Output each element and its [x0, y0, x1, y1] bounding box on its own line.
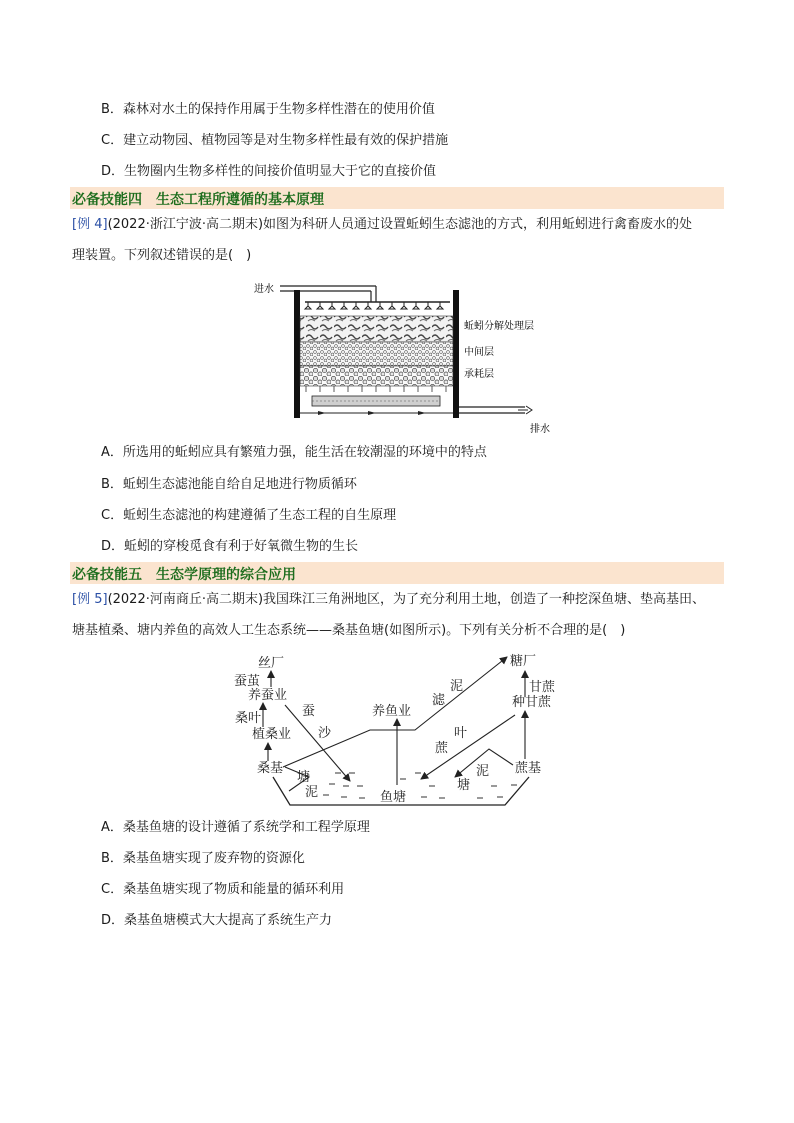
option-a: A．所选用的蚯蚓应具有繁殖力强，能生活在较潮湿的环境中的特点 [101, 445, 487, 460]
label-pond-mud-left: 塘 [297, 770, 311, 785]
section-title: 必备技能四 生态工程所遵循的基本原理 [72, 192, 324, 208]
example-4-stem-line1 [72, 216, 692, 234]
option-a: A．桑基鱼塘的设计遵循了系统学和工程学原理 [101, 820, 370, 835]
section-header-4 [70, 187, 724, 209]
example-text: (2022·河南商丘·高二期末)我国珠江三角洲地区，为了充分利用土地，创造了一种挖深鱼塘、垫高基田、 [107, 592, 706, 607]
label-cocoon: 蚕茧 [234, 674, 261, 689]
label-cane-leaf: 叶 [454, 726, 468, 741]
example-5-stem-line2: 塘基植桑、塘内养鱼的高效人工生态系统——桑基鱼塘(如图所示)。下列有关分析不合理的是( ) [72, 623, 626, 638]
label-outlet: 排水 [530, 424, 550, 435]
label-pond-mud-right: 塘 [457, 778, 471, 793]
option-c: C．建立动物园、植物园等是对生物多样性最有效的保护措施 [101, 133, 449, 148]
label-silk-factory: 丝厂 [258, 656, 285, 671]
label-middle-layer: 中间层 [464, 347, 494, 358]
option-d: D．蚯蚓的穿梭觅食有利于好氧微生物的生长 [101, 539, 359, 554]
earthworm-filter-figure [250, 272, 560, 440]
label-filter: 滤 [432, 693, 446, 708]
option-c: C．桑基鱼塘实现了物质和能量的循环利用 [101, 882, 345, 897]
label-fish-farming: 养鱼业 [372, 704, 412, 719]
option-d: D．生物圈内生物多样性的间接价值明显大于它的直接价值 [101, 164, 437, 179]
label-sugarcane: 甘蔗 [529, 680, 556, 695]
option-c: C．蚯蚓生态滤池的构建遵循了生态工程的自生原理 [101, 508, 397, 523]
option-d: D．桑基鱼塘模式大大提高了系统生产力 [101, 913, 333, 928]
example-tag: [例 5] [72, 592, 108, 607]
section-title: 必备技能五 生态学原理的综合应用 [72, 567, 296, 583]
option-b: B．蚯蚓生态滤池能自给自足地进行物质循环 [101, 477, 357, 492]
mulberry-fishpond-figure [225, 645, 565, 815]
label-mulberry-leaf: 桑叶 [235, 711, 262, 726]
label-silkworm-farming: 养蚕业 [248, 688, 288, 703]
option-b: B．桑基鱼塘实现了废弃物的资源化 [101, 851, 305, 866]
label-earthworm-layer: 蚯蚓分解处理层 [464, 321, 534, 332]
label-mud-right: 泥 [476, 764, 490, 779]
example-text: (2022·浙江宁波·高二期末)如图为科研人员通过设置蚯蚓生态滤池的方式，利用蚯蚓进行禽畜废水的处 [107, 217, 693, 232]
label-mud-left: 泥 [305, 785, 319, 800]
label-inlet: 进水 [254, 284, 274, 295]
label-fish-pond: 鱼塘 [380, 790, 407, 805]
example-4-stem-line2: 理装置。下列叙述错误的是( ) [72, 248, 252, 263]
label-mulberry-bank: 桑基 [257, 761, 284, 776]
example-5-stem-line1 [72, 591, 705, 609]
label-mud: 泥 [450, 679, 464, 694]
label-mulberry-planting: 植桑业 [252, 727, 292, 742]
label-cane-planting: 种甘蔗 [512, 695, 552, 710]
example-tag: [例 4] [72, 217, 108, 232]
label-bearing-layer: 承耗层 [464, 369, 494, 380]
label-sugar-factory: 糖厂 [510, 654, 537, 669]
label-cane-bank: 蔗基 [515, 761, 542, 776]
option-b: B．森林对水土的保持作用属于生物多样性潜在的使用价值 [101, 102, 435, 117]
label-silkworm: 蚕 [302, 704, 316, 719]
section-header-5 [70, 562, 724, 584]
label-cane: 蔗 [435, 741, 449, 756]
label-sand: 沙 [318, 726, 332, 741]
